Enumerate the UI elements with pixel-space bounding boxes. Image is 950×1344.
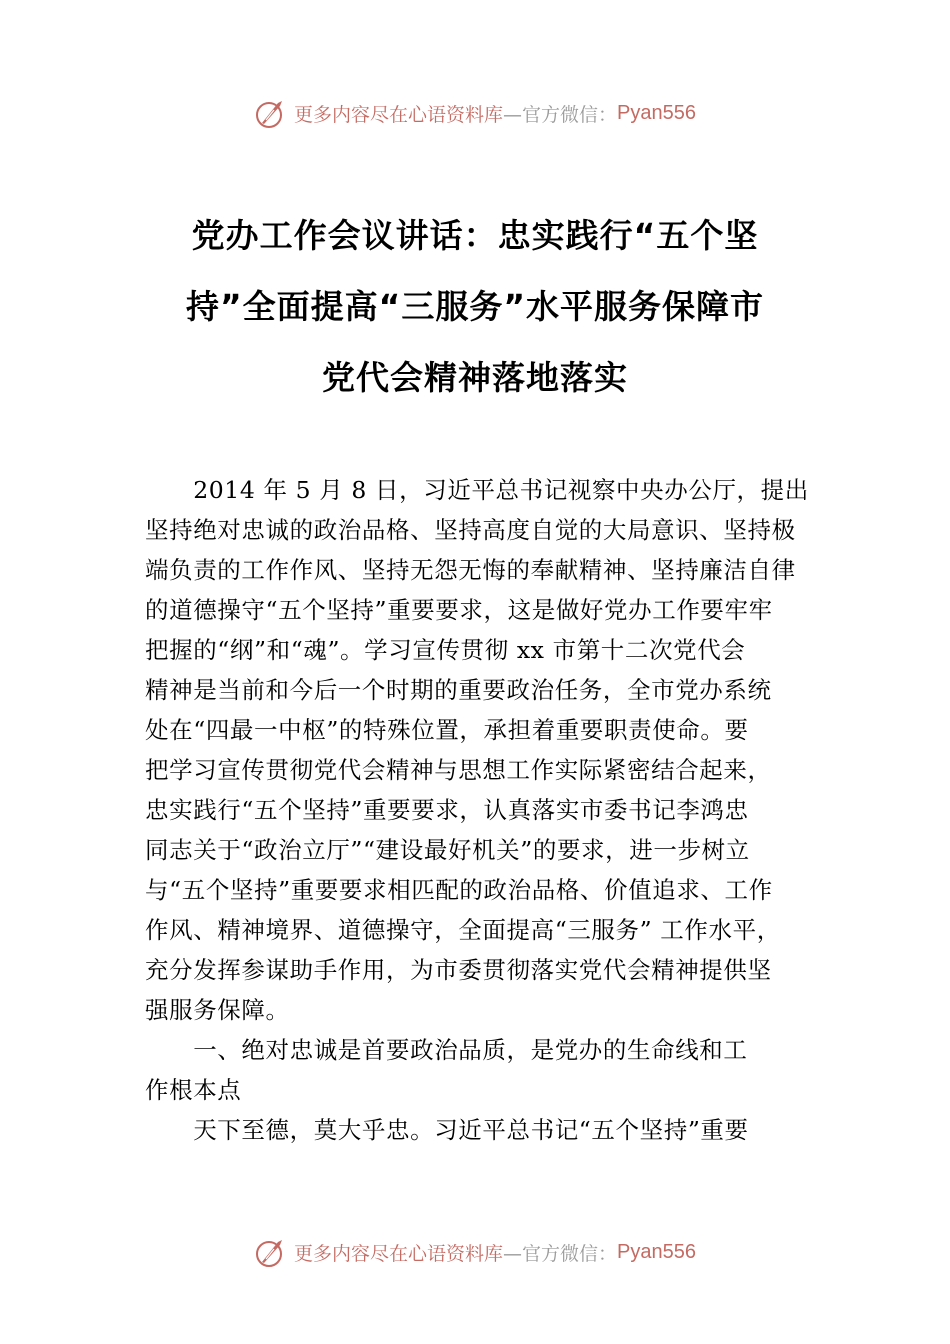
quill-pen-circle-icon bbox=[254, 96, 288, 130]
body-line: 坚持绝对忠诚的政治品格、坚持高度自觉的大局意识、坚持极 bbox=[145, 516, 796, 544]
watermark-separator: —官方微信： bbox=[503, 1242, 618, 1265]
body-line: 忠实践行“五个坚持”重要要求，认真落实市委书记李鸿忠 bbox=[145, 796, 749, 824]
title-line: 持”全面提高“三服务”水平服务保障市 bbox=[185, 287, 765, 326]
quill-pen-circle-icon bbox=[254, 1235, 288, 1269]
watermark-wechat-id: Pyan556 bbox=[617, 1240, 696, 1263]
body-line: 与“五个坚持”重要要求相匹配的政治品格、价值追求、工作 bbox=[145, 876, 773, 904]
title-line: 党办工作会议讲话：忠实践行“五个坚 bbox=[191, 216, 759, 255]
body-line: 精神是当前和今后一个时期的重要政治任务，全市党办系统 bbox=[145, 676, 772, 704]
body-line: 作风、精神境界、道德操守，全面提高“三服务” 工作水平， bbox=[145, 916, 781, 944]
watermark-separator: —官方微信： bbox=[503, 103, 618, 126]
body-line: 天下至德，莫大乎忠。习近平总书记“五个坚持”重要 bbox=[145, 1116, 749, 1144]
title-line: 党代会精神落地落实 bbox=[322, 358, 628, 397]
footer-watermark bbox=[0, 1232, 950, 1272]
document-body bbox=[145, 470, 815, 1150]
body-line: 把握的“纲”和“魂”。学习宣传贯彻 xx 市第十二次党代会 bbox=[145, 636, 746, 664]
body-line: 充分发挥参谋助手作用，为市委贯彻落实党代会精神提供坚 bbox=[145, 956, 772, 984]
body-line: 端负责的工作作风、坚持无怨无悔的奉献精神、坚持廉洁自律 bbox=[145, 556, 796, 584]
body-line: 强服务保障。 bbox=[145, 996, 290, 1024]
body-line: 把学习宣传贯彻党代会精神与思想工作实际紧密结合起来， bbox=[145, 756, 772, 784]
body-line: 的道德操守“五个坚持”重要要求，这是做好党办工作要牢牢 bbox=[145, 596, 773, 624]
body-line: 处在“四最一中枢”的特殊位置，承担着重要职责使命。要 bbox=[145, 716, 749, 744]
watermark-wechat-id: Pyan556 bbox=[617, 101, 696, 124]
document-title bbox=[145, 200, 805, 413]
section-heading-line: 一、绝对忠诚是首要政治品质，是党办的生命线和工 bbox=[145, 1036, 748, 1064]
section-heading-line: 作根本点 bbox=[145, 1076, 242, 1104]
body-line: 2014 年 5 月 8 日，习近平总书记视察中央办公厅，提出 bbox=[145, 476, 809, 504]
header-watermark bbox=[0, 93, 950, 133]
watermark-text: 更多内容尽在心语资料库 bbox=[294, 103, 504, 126]
watermark-text: 更多内容尽在心语资料库 bbox=[294, 1242, 504, 1265]
body-line: 同志关于“政治立厅”“建设最好机关”的要求，进一步树立 bbox=[145, 836, 750, 864]
